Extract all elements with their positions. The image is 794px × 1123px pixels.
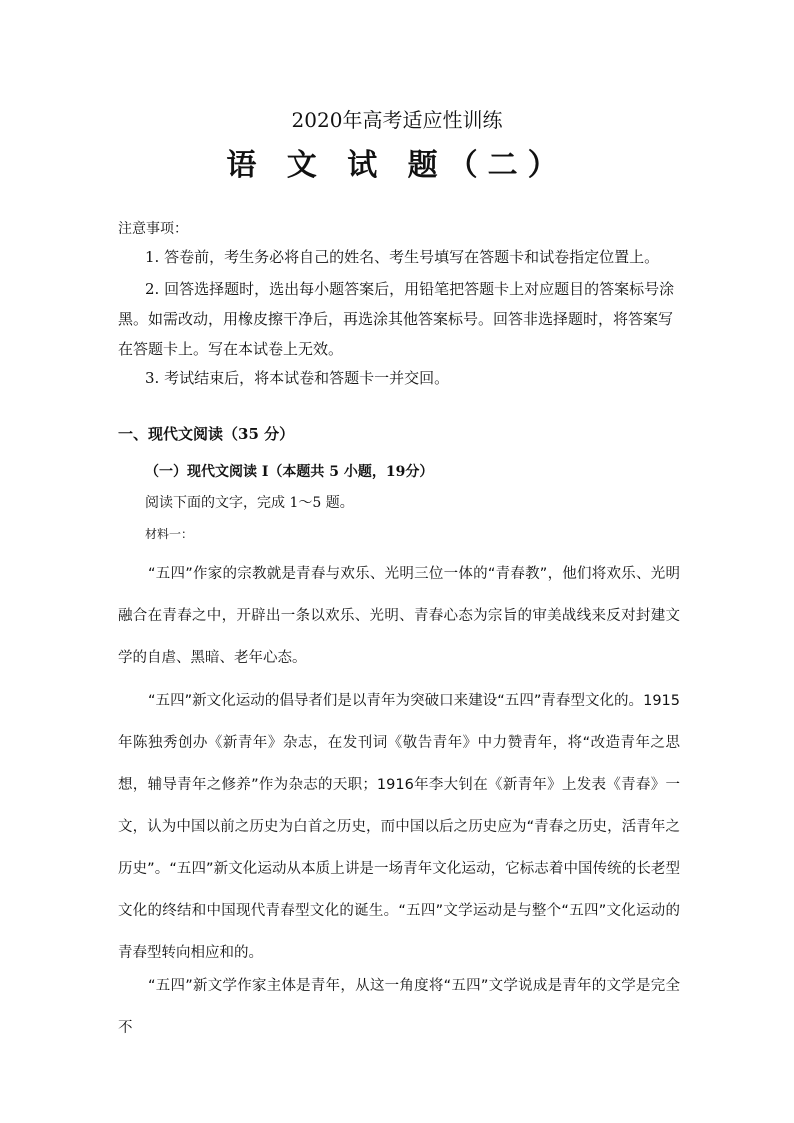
notice-item-2: 2. 回答选择题时，选出每小题答案后，用铅笔把答题卡上对应题目的答案标号涂黑。如需改动，用橡皮擦干净后，再选涂其他答案标号。回答非选择题时，将答案写在答题卡上。写在本试卷上无效。: [118, 280, 675, 358]
material-label: 材料一：: [145, 527, 194, 541]
section-subheading: （一）现代文阅读 I（本题共 5 小题，19分）: [145, 464, 434, 480]
notice-item-1: 1. 答卷前，考生务必将自己的姓名、考生号填写在答题卡和试卷指定位置上。: [145, 248, 660, 266]
exam-subtitle: 2020年高考适应性训练: [291, 108, 503, 132]
passage-paragraph-1: “五四”作家的宗教就是青春与欢乐、光明三位一体的“青春教”，他们将欢乐、光明融合在青春之中，开辟出一条以欢乐、光明、青春心态为宗旨的审美战线来反对封建文学的自虐、黑暗、老年心态。: [118, 566, 680, 666]
passage-paragraph-3: “五四”新文学作家主体是青年，从这一角度将“五四”文学说成是青年的文学是完全不: [118, 978, 680, 1036]
passage-paragraph-2: “五四”新文化运动的倡导者们是以青年为突破口来建设“五四”青春型文化的。1915年陈独秀创办《新青年》杂志，在发刊词《敬告青年》中力赞青年，将“改造青年之思想，辅导青年之修养”作为杂志的天职；1916年李大钊在《新青年》上发表《青春》一文，认为中国以前之历史为白首之历史，而中国以后之历史应为“青春之历史，活青年之历史”。“五四”新文化运动从本质上讲是一场青年文化运动，它标志着中国传统的长老型文化的终结和中国现代青春型文化的诞生。“五四”文学运动是与整个“五四”文化运动的青春型转向相应和的。: [118, 693, 680, 961]
reading-instruction: 阅读下面的文字，完成 1～5 题。: [145, 495, 354, 511]
notice-item-3: 3. 考试结束后，将本试卷和答题卡一并交回。: [145, 369, 450, 387]
notice-heading: 注意事项：: [118, 221, 188, 237]
exam-title: 语 文 试 题（二）: [226, 148, 568, 183]
section-heading: 一、现代文阅读（35 分）: [118, 425, 295, 443]
